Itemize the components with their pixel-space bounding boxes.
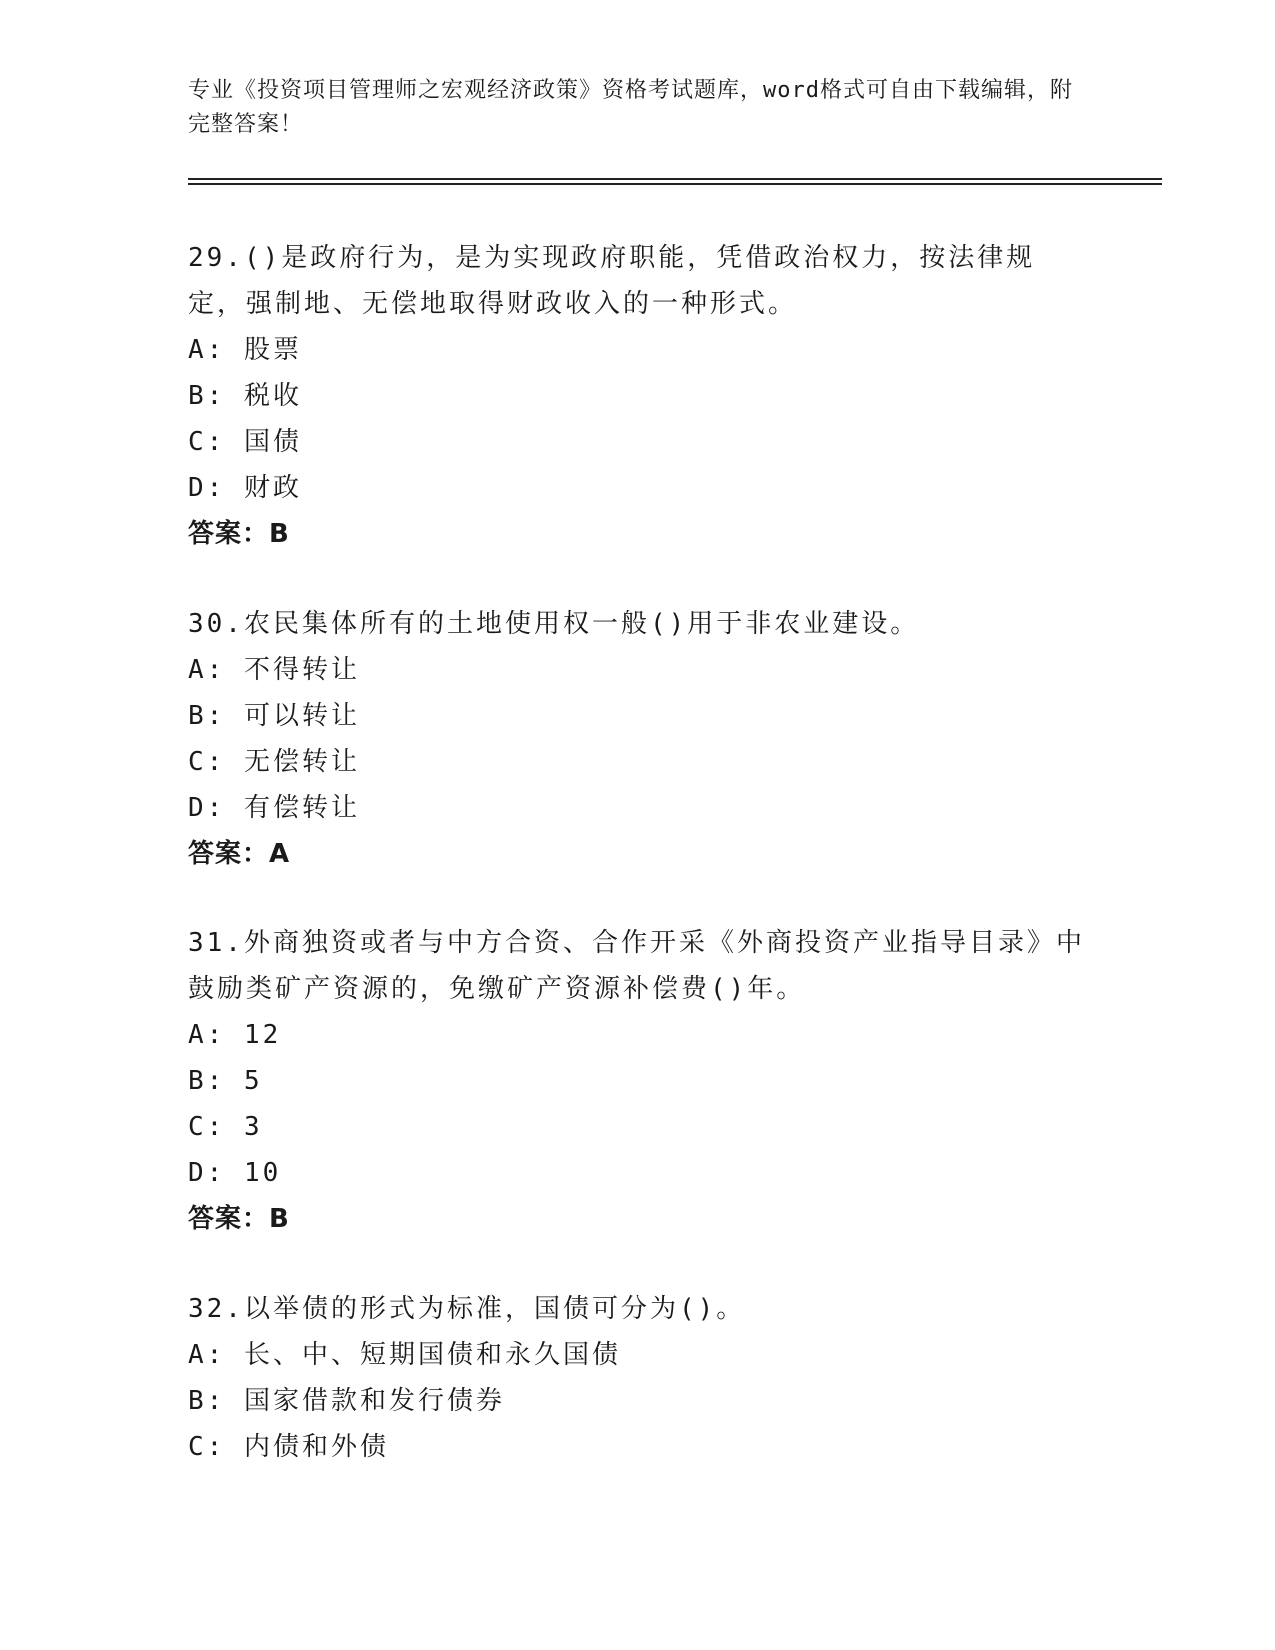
header-divider-top xyxy=(188,178,1162,180)
answer: 答案：B xyxy=(188,519,290,549)
option-c: C: 国债 xyxy=(188,427,302,457)
option-b: B: 国家借款和发行债券 xyxy=(188,1386,505,1416)
question-stem: 30.农民集体所有的土地使用权一般()用于非农业建设。 xyxy=(188,609,920,639)
question-29 xyxy=(188,235,1088,557)
option-a: A: 股票 xyxy=(188,335,302,365)
option-b: B: 税收 xyxy=(188,381,302,411)
option-d: D: 10 xyxy=(188,1158,282,1188)
option-b: B: 可以转让 xyxy=(188,701,360,731)
answer: 答案：A xyxy=(188,839,291,869)
option-c: C: 3 xyxy=(188,1112,263,1142)
header-divider-bottom xyxy=(188,183,1162,185)
question-stem: 31.外商独资或者与中方合资、合作开采《外商投资产业指导目录》中鼓励类矿产资源的，免缴矿产资源补偿费()年。 xyxy=(188,928,1085,1004)
question-32 xyxy=(188,1286,1088,1470)
option-c: C: 内债和外债 xyxy=(188,1432,389,1462)
option-a: A: 12 xyxy=(188,1020,282,1050)
question-stem: 29.()是政府行为，是为实现政府职能，凭借政治权力，按法律规定，强制地、无偿地取得财政收入的一种形式。 xyxy=(188,243,1036,319)
question-30 xyxy=(188,601,1088,877)
answer: 答案：B xyxy=(188,1204,290,1234)
question-31 xyxy=(188,920,1088,1242)
question-stem: 32.以举债的形式为标准，国债可分为()。 xyxy=(188,1294,746,1324)
option-a: A: 长、中、短期国债和永久国债 xyxy=(188,1340,621,1370)
option-c: C: 无偿转让 xyxy=(188,747,360,777)
option-b: B: 5 xyxy=(188,1066,263,1096)
option-d: D: 有偿转让 xyxy=(188,793,360,823)
document-header: 专业《投资项目管理师之宏观经济政策》资格考试题库，word格式可自由下载编辑，附完整答案！ xyxy=(188,78,1073,137)
option-a: A: 不得转让 xyxy=(188,655,360,685)
option-d: D: 财政 xyxy=(188,473,302,503)
